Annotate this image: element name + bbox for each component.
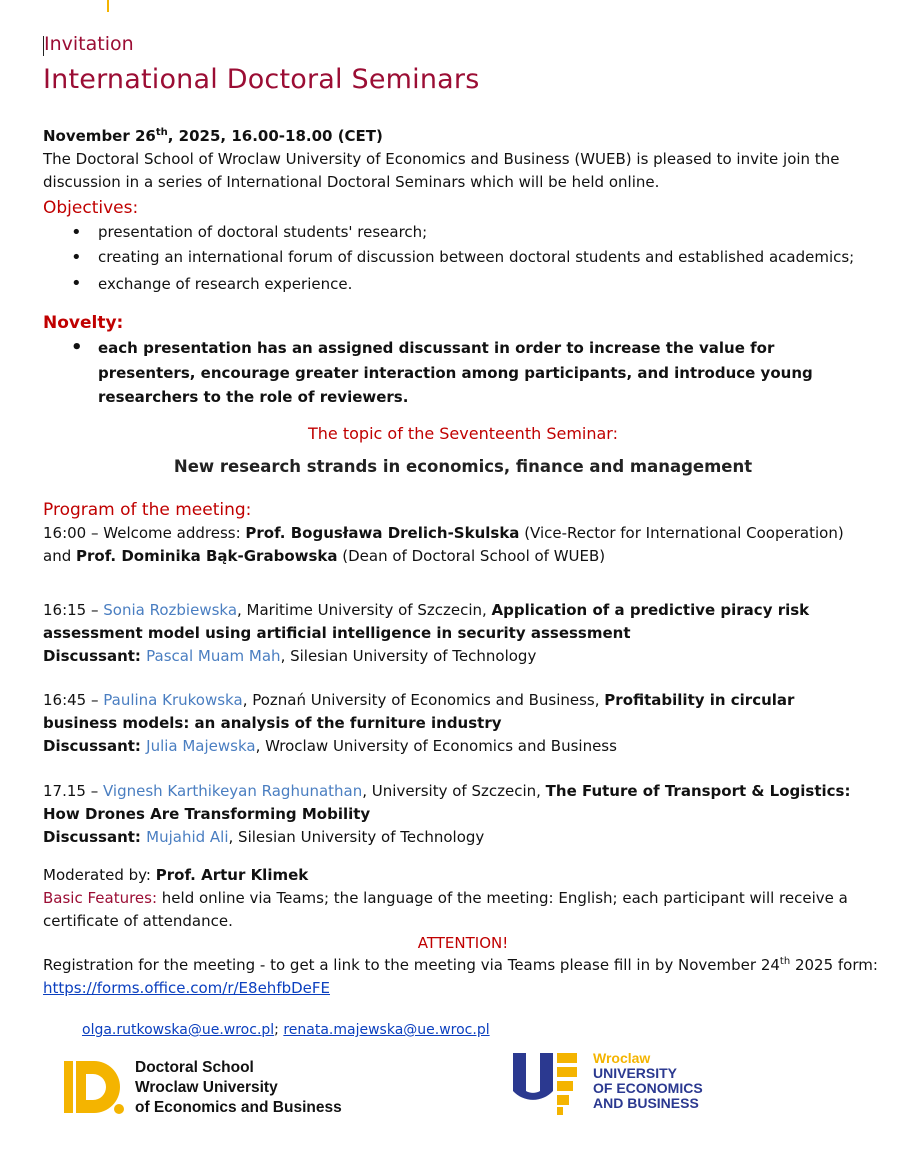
- talk-time: 16:15 –: [43, 601, 104, 619]
- contact-emails: [82, 1022, 490, 1038]
- topic-heading: The topic of the Seventeenth Seminar:: [308, 424, 618, 443]
- welcome-address: [43, 522, 873, 568]
- objective-item: • creating an international forum of discussion between doctoral students and established academics;: [43, 245, 883, 270]
- discussant-affiliation: , Silesian University of Technology: [280, 647, 537, 665]
- university-line: AND BUSINESS: [593, 1095, 699, 1111]
- discussant-name: Julia Majewska: [146, 737, 256, 755]
- talk-item: [43, 599, 878, 668]
- registration-suffix: 2025 form:: [790, 956, 878, 974]
- talk-time: 16:45 –: [43, 691, 104, 709]
- registration-link[interactable]: https://forms.office.com/r/E8ehfbDeFE: [43, 979, 330, 997]
- vice-rector-name: Prof. Bogusława Drelich-Skulska: [245, 524, 520, 542]
- speaker-name: Paulina Krukowska: [103, 691, 243, 709]
- logo-line: Wroclaw University: [135, 1079, 278, 1096]
- vice-rector-role: (Vice-Rector for International Cooperation) and: [43, 524, 844, 565]
- talk-title: Profitability in circular business models: an analysis of the furniture industry: [43, 691, 795, 732]
- email-link-olga[interactable]: olga.rutkowska@ue.wroc.pl: [82, 1022, 275, 1038]
- registration-section: [43, 954, 893, 1000]
- email-separator: ;: [274, 1022, 284, 1038]
- date-suffix: , 2025, 16.00-18.00 (CET): [167, 127, 383, 145]
- registration-instructions: Registration for the meeting - to get a link to the meeting via Teams please fill in by November 24: [43, 956, 780, 974]
- date-sup: th: [155, 127, 168, 138]
- logo-line: of Economics and Business: [135, 1099, 342, 1116]
- speaker-affiliation: , Poznań University of Economics and Business,: [242, 691, 605, 709]
- talk-time: 17.15 –: [43, 782, 103, 800]
- dean-role: (Dean of Doctoral School of WUEB): [337, 547, 606, 565]
- speaker-affiliation: , University of Szczecin,: [362, 782, 546, 800]
- registration-sup: th: [779, 956, 791, 967]
- university-line: UNIVERSITY: [593, 1065, 678, 1081]
- discussant-label: Discussant:: [43, 647, 147, 665]
- event-date: [43, 125, 883, 148]
- top-decoration: [107, 0, 109, 12]
- speaker-name: Sonia Rozbiewska: [103, 601, 238, 619]
- date-intro-section: [43, 125, 883, 194]
- features-text: held online via Teams; the language of the meeting: English; each participant will receive a certificate of attendance.: [43, 889, 848, 930]
- discussant-label: Discussant:: [43, 828, 147, 846]
- intro-text: The Doctoral School of Wroclaw University of Economics and Business (WUEB) is pleased to invite join the discussion in a series of International Doctoral Seminars which will be held online.: [43, 150, 840, 191]
- attention-notice: ATTENTION!: [417, 934, 509, 952]
- discussant-affiliation: , Wroclaw University of Economics and Business: [255, 737, 617, 755]
- features-label: Basic Features:: [43, 889, 158, 907]
- speaker-name: Vignesh Karthikeyan Raghunathan: [102, 782, 363, 800]
- details-section: [43, 864, 863, 933]
- discussant-name: Mujahid Ali: [146, 828, 229, 846]
- program-section: [43, 499, 883, 568]
- program-heading: Program of the meeting:: [43, 500, 252, 520]
- doctoral-school-logo-icon: [64, 1058, 126, 1118]
- page-title: International Doctoral Seminars: [43, 64, 480, 95]
- logo-line: Doctoral School: [135, 1059, 254, 1076]
- date-prefix: November 26: [43, 127, 156, 145]
- university-logo-icon: [513, 1051, 581, 1117]
- email-link-renata[interactable]: renata.majewska@ue.wroc.pl: [283, 1022, 490, 1038]
- talk-title: Application of a predictive piracy risk assessment model using artificial intelligence in security assessment: [43, 601, 810, 642]
- novelty-item: • each presentation has an assigned discussant in order to increase the value for presenters, encourage greater interaction among participants, and introduce young researchers to the role of reviewers.: [43, 336, 858, 410]
- dean-name: Prof. Dominika Bąk-Grabowska: [76, 547, 338, 565]
- discussant-affiliation: , Silesian University of Technology: [228, 828, 485, 846]
- moderator-label: Moderated by:: [43, 866, 156, 884]
- moderator: [43, 864, 863, 887]
- objective-item: • exchange of research experience.: [43, 270, 883, 298]
- objectives-heading: Objectives:: [43, 198, 139, 218]
- welcome-time: 16:00 – Welcome address:: [43, 524, 246, 542]
- novelty-section: [43, 312, 883, 410]
- discussant-label: Discussant:: [43, 737, 147, 755]
- moderator-name: Prof. Artur Klimek: [155, 866, 309, 884]
- objectives-section: [43, 197, 883, 298]
- topic-title: New research strands in economics, finance and management: [173, 457, 753, 476]
- topic-section: [43, 424, 883, 476]
- university-line: OF ECONOMICS: [593, 1080, 703, 1096]
- talk-item: [43, 689, 858, 758]
- university-city: Wroclaw: [593, 1050, 651, 1066]
- basic-features: [43, 887, 863, 933]
- talk-item: [43, 780, 868, 849]
- registration-text: [43, 954, 893, 977]
- novelty-heading: Novelty:: [43, 313, 124, 333]
- talk-title: The Future of Transport & Logistics: How Drones Are Transforming Mobility: [43, 782, 851, 823]
- doctoral-school-logo: [64, 1058, 342, 1122]
- discussant-name: Pascal Muam Mah: [146, 647, 281, 665]
- speaker-affiliation: , Maritime University of Szczecin,: [237, 601, 492, 619]
- invitation-label: Invitation: [44, 33, 134, 55]
- objective-item: • presentation of doctoral students' research;: [43, 220, 883, 245]
- university-logo: [513, 1050, 703, 1121]
